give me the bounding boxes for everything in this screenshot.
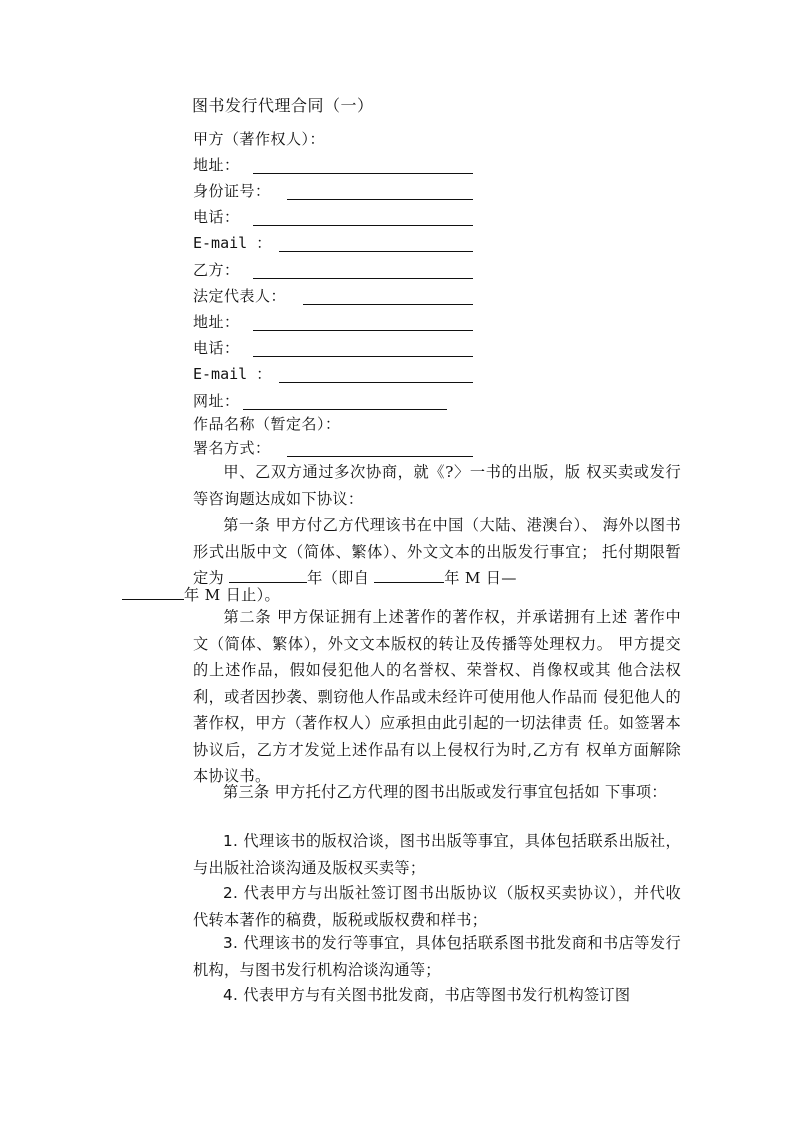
party-b-website-label: 网址： [193,392,240,410]
item-1-text: . 代理该书的版权洽谈，图书出版等事宜，具体包括联系出版社，与出版社洽谈沟通及版权买卖等； [193,832,681,877]
party-a-phone-blank[interactable] [253,208,473,226]
article-1-part3: 年 M 日— [444,569,517,587]
party-a-phone-field [193,206,473,228]
article-2-text: 第二条 甲方保证拥有上述著作的著作权，并承诺拥有上述 著作中文（简体、繁体），外文文本版权的转让及传播等处理权力。 甲方提交的上述作品，假如侵犯他人的名誉权、荣誉权、肖像权或其 他合法权利，或者因抄袭、剽窃他人作品或未经许可使用他人作品而 侵犯他人的著作权，甲方（著作权人）应承担由此引起的一切法律责 任。如签署本协议后，乙方才发觉上述作品有以上侵权行为时,乙方有 权单方面解除本协议书。 [193,608,681,785]
signature-field [193,437,473,459]
party-a-id-label: 身份证号： [193,182,271,200]
party-b-legal-rep-blank[interactable] [303,287,473,305]
document-title: 图书发行代理合同（一） [192,96,374,115]
item-4-text: . 代表甲方与有关图书批发商，书店等图书发行机构签订图 [232,986,631,1004]
party-b-email-label: E-mail ： [193,365,272,383]
item-3-text: . 代理该书的发行等事宜，具体包括联系图书批发商和书店等发行机构，与图书发行机构洽谈沟通等； [193,934,681,979]
article-1-start-blank[interactable] [374,568,444,583]
item-1-number: 1 [223,832,233,850]
party-a-address-blank[interactable] [253,156,473,174]
work-name-field [193,413,341,435]
party-b-legal-rep-label: 法定代表人： [193,287,287,305]
article-2 [193,604,681,790]
article-1-term-blank[interactable] [229,568,307,583]
party-b-website-blank[interactable] [243,392,447,410]
article-3-item-3 [193,930,681,983]
article-3-text: 第三条 甲方托付乙方代理的图书出版或发行事宜包括如 下事项： [223,783,667,801]
article-3 [193,779,681,806]
party-a-address-field [193,154,473,176]
party-a-id-blank[interactable] [287,182,473,200]
signature-label: 署名方式： [193,439,271,457]
item-2-text: . 代表甲方与出版社签订图书出版协议（版权买卖协议），并代收代转本著作的稿费，版税或版权费和样书； [193,884,681,929]
party-a-heading-label: 甲方（著作权人）： [193,130,326,148]
party-b-phone-blank[interactable] [253,339,473,357]
party-a-heading [193,128,325,150]
party-b-legal-rep-field [193,285,473,307]
party-b-address-field [193,311,473,333]
signature-blank[interactable] [287,439,473,457]
party-b-name-blank[interactable] [253,261,473,279]
party-b-email-field [193,363,473,385]
party-a-address-label: 地址： [193,156,240,174]
article-1-end-blank[interactable] [122,585,184,600]
party-b-heading-field [193,259,473,281]
party-b-heading-label: 乙方： [193,261,240,279]
party-b-phone-label: 电话： [193,339,240,357]
party-b-phone-field [193,337,473,359]
party-b-address-blank[interactable] [253,313,473,331]
party-a-phone-label: 电话： [193,208,240,226]
party-a-email-field [193,232,473,254]
party-a-email-blank[interactable] [279,234,473,252]
party-a-id-field [193,180,473,202]
article-1-part4: 年 M 日止）。 [184,586,280,604]
work-name-label: 作品名称（暂定名）： [193,415,341,433]
intro-paragraph [193,459,681,512]
item-2-number: 2 [223,884,233,902]
item-4-number: 4 [223,986,233,1004]
article-1-part1: 第一条 甲方付乙方代理该书在中国（大陆、港澳台）、 海外以图书形式出版中文（简体、繁体）、外文文本的出版发行事宜； 托付期限暂定为 [193,516,681,587]
article-3-item-4 [193,982,681,1009]
article-3-item-1 [193,828,681,881]
party-b-email-blank[interactable] [279,365,473,383]
item-3-number: 3 [223,934,233,952]
party-b-website-field [193,390,447,412]
party-a-email-label: E-mail ： [193,234,272,252]
intro-text: 甲、乙双方通过多次协商，就《?〉一书的出版，版 权买卖或发行等咨询题达成如下协议： [193,463,681,508]
party-b-address-label: 地址： [193,313,240,331]
article-3-item-2 [193,880,681,933]
article-1-part2: 年（即自 [307,569,370,587]
article-1 [193,512,681,592]
